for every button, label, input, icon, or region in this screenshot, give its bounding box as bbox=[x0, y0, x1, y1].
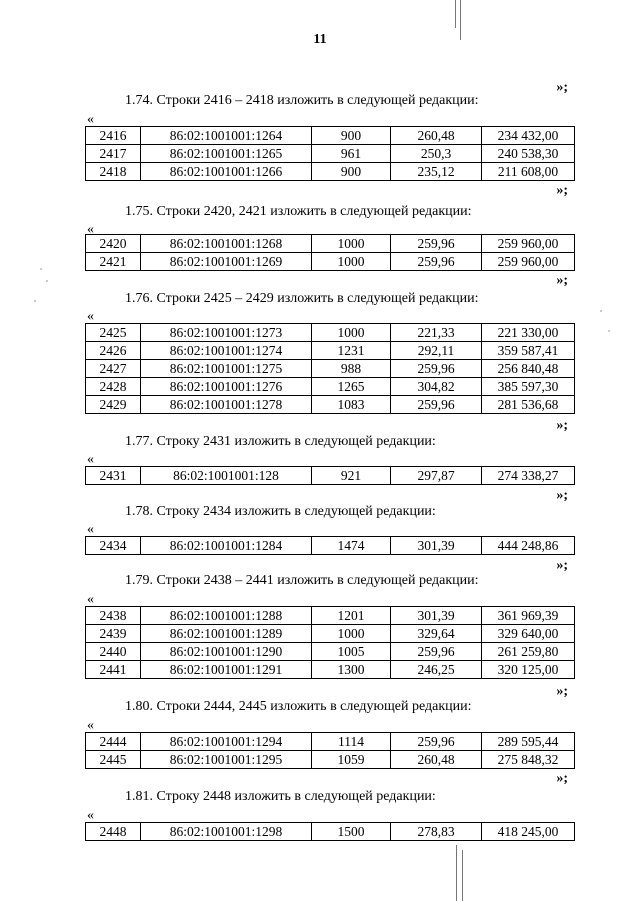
closing-quote: »; bbox=[556, 80, 568, 95]
table-cell: 2431 bbox=[86, 467, 141, 485]
table-cell: 86:02:1001001:1264 bbox=[141, 127, 312, 145]
table-row bbox=[86, 751, 575, 769]
table-cell: 259,96 bbox=[391, 253, 482, 271]
table-cell: 1231 bbox=[312, 342, 391, 360]
table-cell: 86:02:1001001:1298 bbox=[141, 823, 312, 841]
table-cell: 304,82 bbox=[391, 378, 482, 396]
table-cell: 250,3 bbox=[391, 145, 482, 163]
data-table bbox=[85, 536, 575, 555]
closing-quote: »; bbox=[556, 183, 568, 198]
table-row bbox=[86, 235, 575, 253]
table-cell: 86:02:1001001:1275 bbox=[141, 360, 312, 378]
table-cell: 289 595,44 bbox=[482, 733, 575, 751]
table-cell: 211 608,00 bbox=[482, 163, 575, 181]
table-cell: 361 969,39 bbox=[482, 607, 575, 625]
table-cell: 329,64 bbox=[391, 625, 482, 643]
scan-artifact bbox=[608, 330, 610, 332]
data-table bbox=[85, 234, 575, 271]
table-cell: 2425 bbox=[86, 324, 141, 342]
opening-quote: « bbox=[87, 112, 94, 127]
table-cell: 260,48 bbox=[391, 127, 482, 145]
table-row bbox=[86, 733, 575, 751]
table-cell: 86:02:1001001:1289 bbox=[141, 625, 312, 643]
table-cell: 240 538,30 bbox=[482, 145, 575, 163]
table-cell: 2426 bbox=[86, 342, 141, 360]
table-cell: 275 848,32 bbox=[482, 751, 575, 769]
table-cell: 1265 bbox=[312, 378, 391, 396]
table-cell: 86:02:1001001:1284 bbox=[141, 537, 312, 555]
table-cell: 2440 bbox=[86, 643, 141, 661]
data-table bbox=[85, 466, 575, 485]
table-cell: 86:02:1001001:1274 bbox=[141, 342, 312, 360]
table-cell: 2448 bbox=[86, 823, 141, 841]
table-cell: 2434 bbox=[86, 537, 141, 555]
opening-quote: « bbox=[87, 718, 94, 733]
table-row bbox=[86, 342, 575, 360]
section-heading: 1.80. Строки 2444, 2445 изложить в следующей редакции: bbox=[125, 699, 472, 714]
table-row bbox=[86, 396, 575, 414]
data-table bbox=[85, 606, 575, 679]
table-cell: 274 338,27 bbox=[482, 467, 575, 485]
scan-artifact bbox=[455, 0, 456, 28]
table-cell: 1300 bbox=[312, 661, 391, 679]
table-cell: 1000 bbox=[312, 235, 391, 253]
table-cell: 1114 bbox=[312, 733, 391, 751]
section-heading: 1.81. Строку 2448 изложить в следующей редакции: bbox=[125, 789, 436, 804]
table-cell: 86:02:1001001:1291 bbox=[141, 661, 312, 679]
table-cell: 2427 bbox=[86, 360, 141, 378]
scan-artifact bbox=[40, 268, 42, 270]
table-row bbox=[86, 163, 575, 181]
table-cell: 259,96 bbox=[391, 643, 482, 661]
table-row bbox=[86, 625, 575, 643]
table-cell: 2428 bbox=[86, 378, 141, 396]
table-cell: 301,39 bbox=[391, 537, 482, 555]
table-cell: 86:02:1001001:1268 bbox=[141, 235, 312, 253]
table-cell: 329 640,00 bbox=[482, 625, 575, 643]
table-cell: 259,96 bbox=[391, 360, 482, 378]
table-cell: 278,83 bbox=[391, 823, 482, 841]
scan-artifact bbox=[600, 310, 602, 312]
data-table bbox=[85, 822, 575, 841]
scan-artifact bbox=[456, 845, 457, 901]
section-heading: 1.79. Строки 2438 – 2441 изложить в следующей редакции: bbox=[125, 573, 479, 588]
table-cell: 2441 bbox=[86, 661, 141, 679]
closing-quote: »; bbox=[556, 684, 568, 699]
table-cell: 221,33 bbox=[391, 324, 482, 342]
table-cell: 261 259,80 bbox=[482, 643, 575, 661]
table-cell: 2439 bbox=[86, 625, 141, 643]
table-cell: 221 330,00 bbox=[482, 324, 575, 342]
data-table bbox=[85, 732, 575, 769]
table-row bbox=[86, 253, 575, 271]
table-cell: 921 bbox=[312, 467, 391, 485]
table-cell: 320 125,00 bbox=[482, 661, 575, 679]
table-cell: 256 840,48 bbox=[482, 360, 575, 378]
table-row bbox=[86, 324, 575, 342]
table-cell: 260,48 bbox=[391, 751, 482, 769]
table-cell: 259,96 bbox=[391, 235, 482, 253]
table-cell: 86:02:1001001:1294 bbox=[141, 733, 312, 751]
table-cell: 234 432,00 bbox=[482, 127, 575, 145]
table-cell: 86:02:1001001:1273 bbox=[141, 324, 312, 342]
table-cell: 292,11 bbox=[391, 342, 482, 360]
table-cell: 900 bbox=[312, 163, 391, 181]
opening-quote: « bbox=[87, 452, 94, 467]
table-cell: 259,96 bbox=[391, 396, 482, 414]
data-table bbox=[85, 126, 575, 181]
table-cell: 86:02:1001001:1265 bbox=[141, 145, 312, 163]
table-cell: 900 bbox=[312, 127, 391, 145]
opening-quote: « bbox=[87, 522, 94, 537]
scan-artifact bbox=[462, 850, 463, 901]
table-cell: 2445 bbox=[86, 751, 141, 769]
table-cell: 1474 bbox=[312, 537, 391, 555]
table-cell: 246,25 bbox=[391, 661, 482, 679]
opening-quote: « bbox=[87, 222, 94, 237]
table-cell: 297,87 bbox=[391, 467, 482, 485]
opening-quote: « bbox=[87, 592, 94, 607]
table-cell: 2418 bbox=[86, 163, 141, 181]
table-cell: 301,39 bbox=[391, 607, 482, 625]
table-cell: 1000 bbox=[312, 625, 391, 643]
table-row bbox=[86, 661, 575, 679]
table-cell: 2416 bbox=[86, 127, 141, 145]
table-cell: 1005 bbox=[312, 643, 391, 661]
table-cell: 1500 bbox=[312, 823, 391, 841]
table-cell: 1083 bbox=[312, 396, 391, 414]
page-number: 11 bbox=[313, 32, 327, 47]
closing-quote: »; bbox=[556, 273, 568, 288]
scan-artifact bbox=[460, 0, 461, 40]
table-cell: 86:02:1001001:1295 bbox=[141, 751, 312, 769]
opening-quote: « bbox=[87, 808, 94, 823]
section-heading: 1.74. Строки 2416 – 2418 изложить в следующей редакции: bbox=[125, 93, 479, 108]
data-table bbox=[85, 323, 575, 414]
table-cell: 2420 bbox=[86, 235, 141, 253]
section-heading: 1.75. Строки 2420, 2421 изложить в следующей редакции: bbox=[125, 204, 472, 219]
table-cell: 2444 bbox=[86, 733, 141, 751]
section-heading: 1.76. Строки 2425 – 2429 изложить в следующей редакции: bbox=[125, 291, 479, 306]
table-cell: 1000 bbox=[312, 324, 391, 342]
table-cell: 2429 bbox=[86, 396, 141, 414]
table-row bbox=[86, 127, 575, 145]
table-cell: 86:02:1001001:1276 bbox=[141, 378, 312, 396]
section-heading: 1.78. Строку 2434 изложить в следующей редакции: bbox=[125, 504, 436, 519]
table-cell: 359 587,41 bbox=[482, 342, 575, 360]
table-row bbox=[86, 607, 575, 625]
table-cell: 1000 bbox=[312, 253, 391, 271]
table-row bbox=[86, 467, 575, 485]
table-cell: 988 bbox=[312, 360, 391, 378]
table-row bbox=[86, 643, 575, 661]
opening-quote: « bbox=[87, 309, 94, 324]
scan-artifact bbox=[46, 280, 48, 282]
table-cell: 281 536,68 bbox=[482, 396, 575, 414]
table-cell: 86:02:1001001:1288 bbox=[141, 607, 312, 625]
table-cell: 86:02:1001001:1290 bbox=[141, 643, 312, 661]
table-cell: 259 960,00 bbox=[482, 253, 575, 271]
closing-quote: »; bbox=[556, 771, 568, 786]
table-row bbox=[86, 823, 575, 841]
table-cell: 444 248,86 bbox=[482, 537, 575, 555]
table-row bbox=[86, 378, 575, 396]
table-cell: 418 245,00 bbox=[482, 823, 575, 841]
closing-quote: »; bbox=[556, 488, 568, 503]
table-cell: 259 960,00 bbox=[482, 235, 575, 253]
closing-quote: »; bbox=[556, 418, 568, 433]
table-cell: 86:02:1001001:128 bbox=[141, 467, 312, 485]
table-cell: 86:02:1001001:1266 bbox=[141, 163, 312, 181]
table-row bbox=[86, 537, 575, 555]
table-cell: 86:02:1001001:1269 bbox=[141, 253, 312, 271]
table-cell: 1201 bbox=[312, 607, 391, 625]
section-heading: 1.77. Строку 2431 изложить в следующей редакции: bbox=[125, 434, 436, 449]
table-cell: 86:02:1001001:1278 bbox=[141, 396, 312, 414]
table-cell: 385 597,30 bbox=[482, 378, 575, 396]
table-row bbox=[86, 360, 575, 378]
table-cell: 2438 bbox=[86, 607, 141, 625]
table-cell: 2417 bbox=[86, 145, 141, 163]
table-row bbox=[86, 145, 575, 163]
table-cell: 961 bbox=[312, 145, 391, 163]
table-cell: 2421 bbox=[86, 253, 141, 271]
scan-artifact bbox=[34, 300, 36, 302]
table-cell: 259,96 bbox=[391, 733, 482, 751]
table-cell: 235,12 bbox=[391, 163, 482, 181]
closing-quote: »; bbox=[556, 558, 568, 573]
table-cell: 1059 bbox=[312, 751, 391, 769]
